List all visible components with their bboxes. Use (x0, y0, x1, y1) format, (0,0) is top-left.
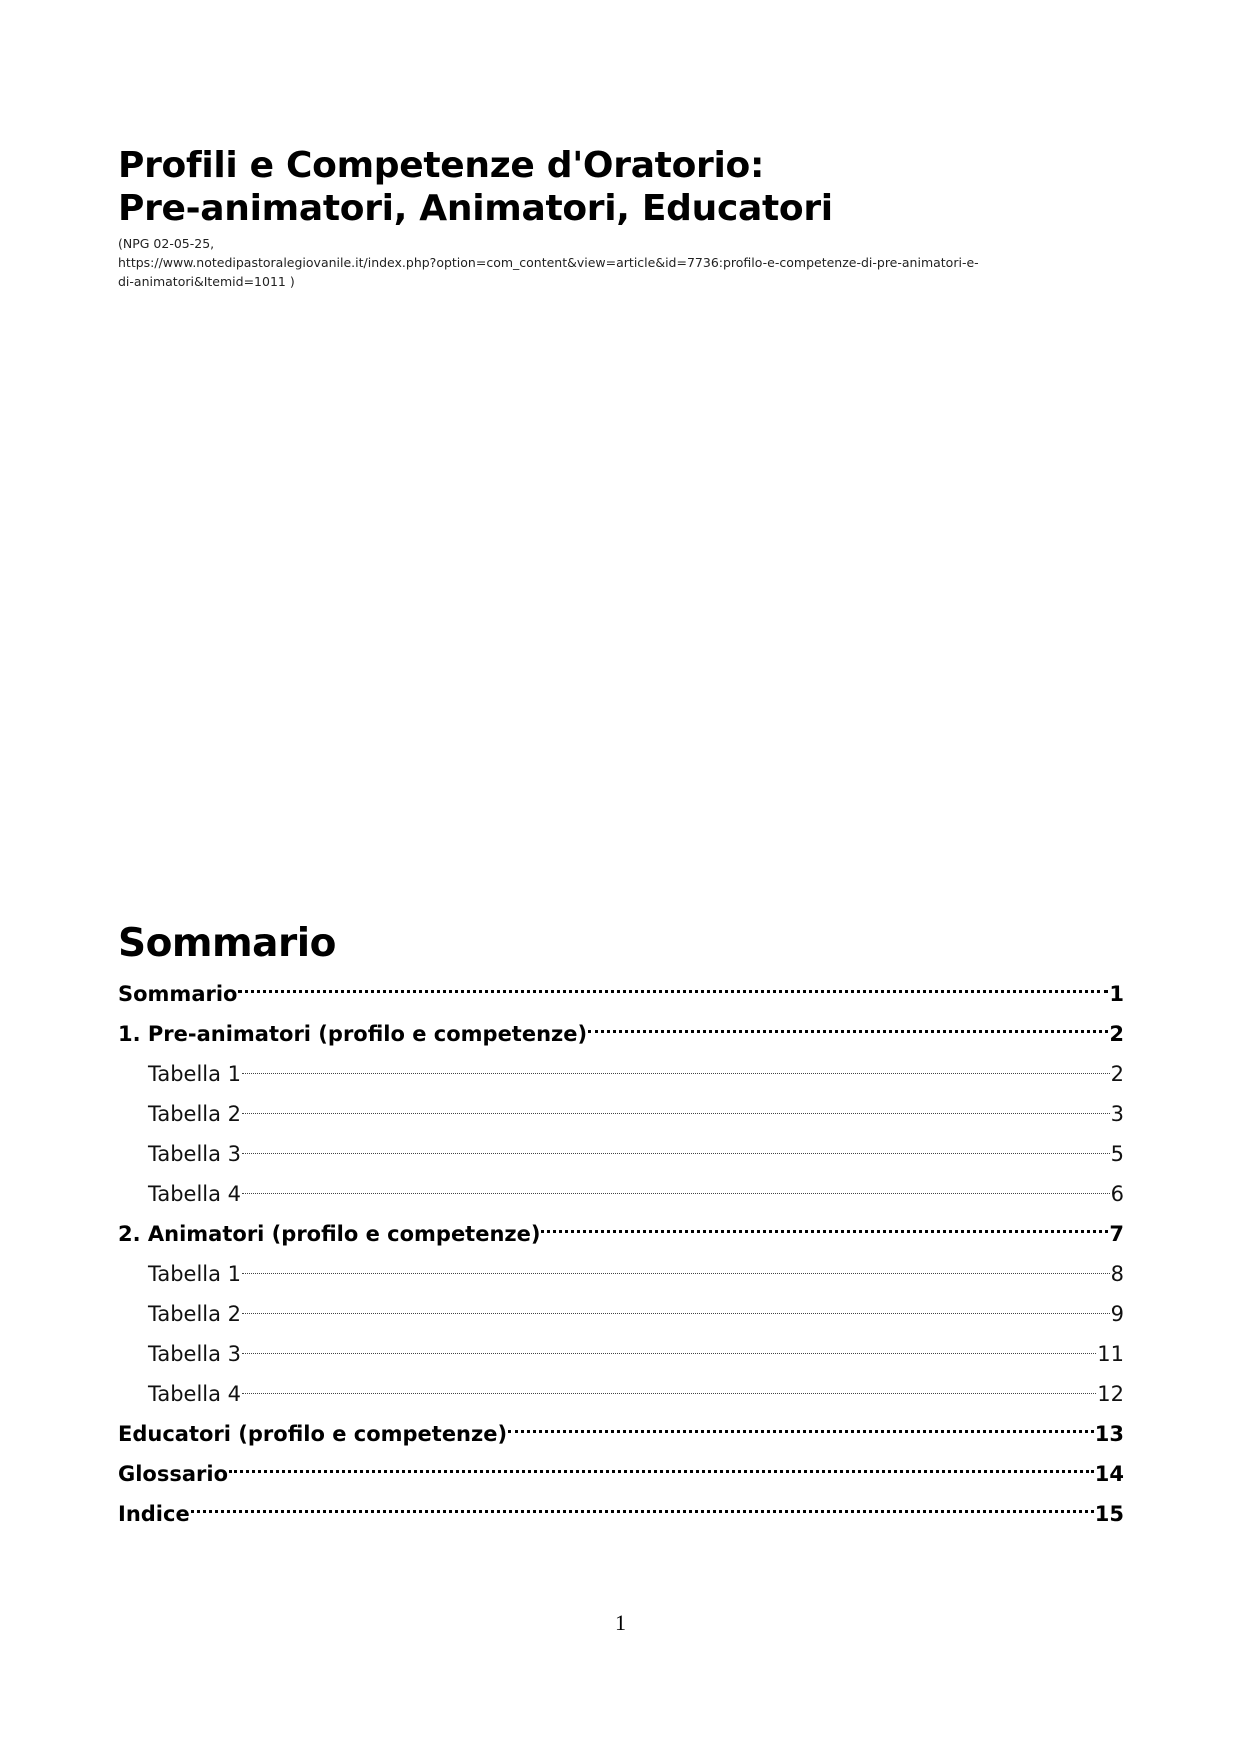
toc-entry-label: Tabella 1 (148, 1062, 242, 1086)
toc-entry-page: 14 (1094, 1462, 1124, 1486)
toc-entry-page: 9 (1110, 1302, 1124, 1326)
toc-entry-page: 5 (1110, 1142, 1124, 1166)
toc-entry[interactable] (118, 1454, 1124, 1494)
toc-entry-page: 7 (1109, 1222, 1124, 1246)
toc-dot-leader (191, 1510, 1094, 1513)
toc-entry[interactable] (118, 974, 1124, 1014)
toc-entry-label: 2. Animatori (profilo e competenze) (118, 1222, 541, 1246)
toc-entry-page: 13 (1094, 1422, 1124, 1446)
toc-subentry[interactable] (118, 1134, 1124, 1174)
toc-dot-leader (242, 1392, 1096, 1394)
toc-subentry[interactable] (118, 1094, 1124, 1134)
document-title (118, 144, 1118, 230)
toc-subentry[interactable] (118, 1334, 1124, 1374)
table-of-contents (118, 974, 1124, 1534)
toc-entry-label: Tabella 3 (148, 1142, 242, 1166)
toc-subentry[interactable] (118, 1054, 1124, 1094)
toc-dot-leader (541, 1230, 1108, 1233)
toc-entry-page: 11 (1097, 1342, 1124, 1366)
toc-dot-leader (588, 1030, 1108, 1033)
toc-entry-label: Tabella 1 (148, 1262, 242, 1286)
source-line-1: (NPG 02-05-25, (118, 236, 215, 251)
document-title-line-2: Pre-animatori, Animatori, Educatori (118, 188, 833, 229)
toc-entry-label: 1. Pre-animatori (profilo e competenze) (118, 1022, 588, 1046)
toc-dot-leader (508, 1430, 1094, 1433)
page-number: 1 (615, 1610, 626, 1635)
toc-entry-label: Tabella 3 (148, 1342, 242, 1366)
toc-dot-leader (242, 1192, 1110, 1194)
toc-entry[interactable] (118, 1214, 1124, 1254)
toc-entry-page: 15 (1094, 1502, 1124, 1526)
toc-entry-page: 2 (1110, 1062, 1124, 1086)
toc-subentry[interactable] (118, 1174, 1124, 1214)
toc-subentry[interactable] (118, 1294, 1124, 1334)
toc-dot-leader (238, 990, 1108, 993)
source-url-line-3[interactable]: di-animatori&Itemid=1011 ) (118, 274, 295, 289)
toc-entry[interactable] (118, 1014, 1124, 1054)
toc-entry-label: Tabella 4 (148, 1382, 242, 1406)
toc-entry-label: Tabella 2 (148, 1102, 242, 1126)
toc-dot-leader (242, 1072, 1110, 1074)
toc-entry-label: Tabella 2 (148, 1302, 242, 1326)
source-reference (118, 234, 1128, 291)
toc-heading: Sommario (118, 921, 336, 966)
toc-subentry[interactable] (118, 1374, 1124, 1414)
toc-entry-label: Glossario (118, 1462, 229, 1486)
toc-entry-page: 6 (1110, 1182, 1124, 1206)
toc-entry[interactable] (118, 1494, 1124, 1534)
toc-subentry[interactable] (118, 1254, 1124, 1294)
toc-dot-leader (242, 1272, 1110, 1274)
toc-dot-leader (242, 1152, 1110, 1154)
toc-dot-leader (229, 1470, 1094, 1473)
source-url-line-2[interactable]: https://www.notedipastoralegiovanile.it/index.php?option=com_content&view=article&id=7736:profilo-e-competenze-di-pre-animatori-e- (118, 255, 979, 270)
toc-entry-label: Tabella 4 (148, 1182, 242, 1206)
toc-entry[interactable] (118, 1414, 1124, 1454)
toc-entry-label: Sommario (118, 982, 238, 1006)
toc-entry-page: 3 (1110, 1102, 1124, 1126)
document-title-line-1: Profili e Competenze d'Oratorio: (118, 145, 765, 186)
toc-dot-leader (242, 1112, 1110, 1114)
toc-entry-page: 2 (1109, 1022, 1124, 1046)
toc-dot-leader (242, 1352, 1096, 1354)
toc-entry-label: Educatori (profilo e competenze) (118, 1422, 508, 1446)
toc-entry-page: 1 (1109, 982, 1124, 1006)
toc-entry-label: Indice (118, 1502, 190, 1526)
toc-entry-page: 12 (1097, 1382, 1124, 1406)
toc-entry-page: 8 (1110, 1262, 1124, 1286)
toc-dot-leader (242, 1312, 1110, 1314)
